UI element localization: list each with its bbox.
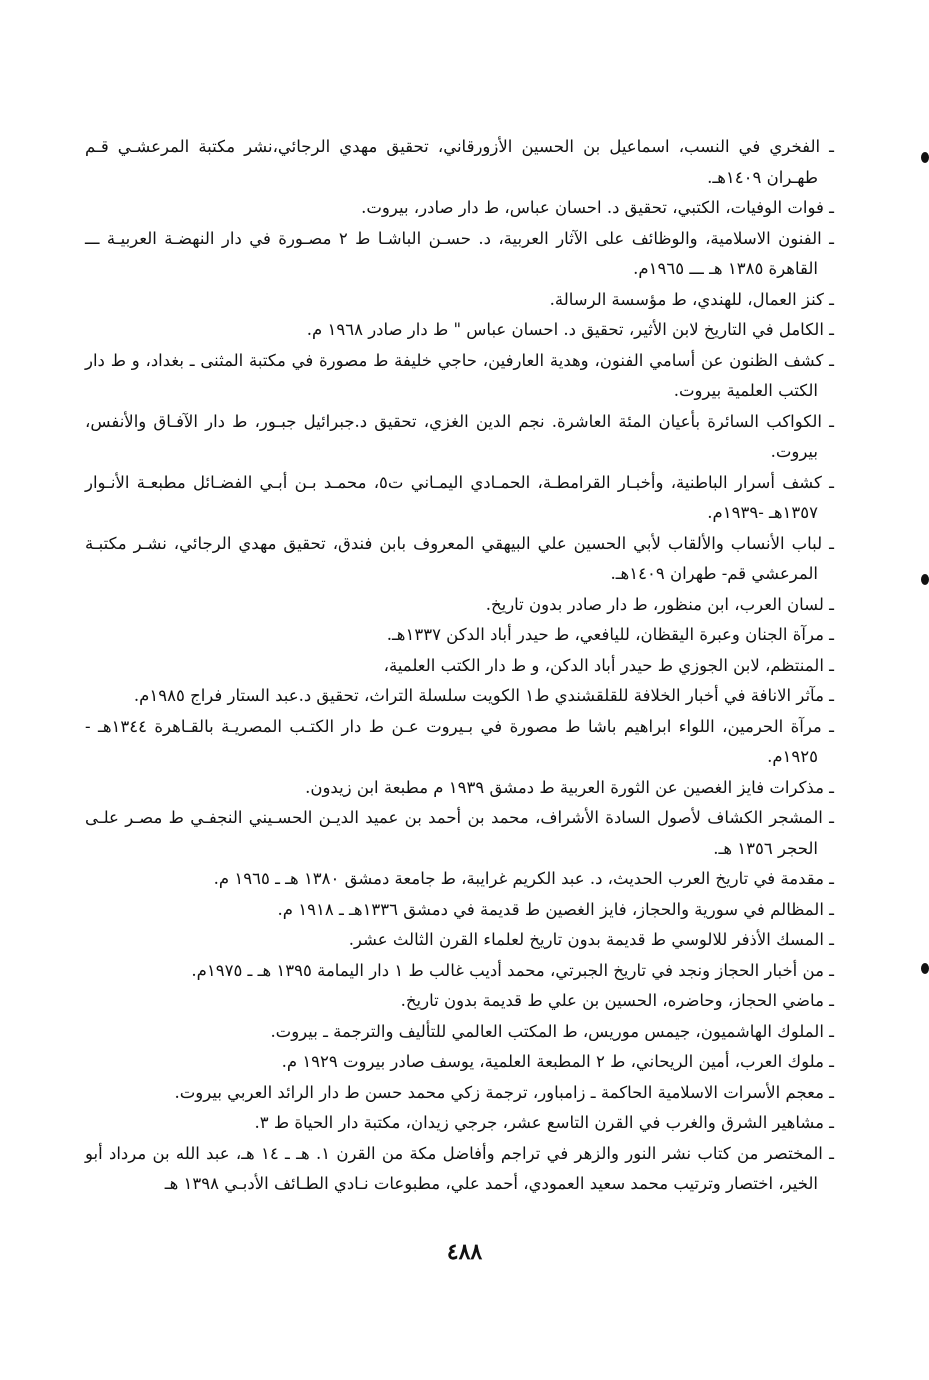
margin-mark bbox=[921, 152, 929, 163]
bibliography-entry: ـ لسان العرب، ابن منظور، ط دار صادر بدون تاريخ. bbox=[485, 594, 834, 614]
bibliography-entry: ـ الملوك الهاشميون، جيمس موريس، ط المكتب العالمي للتأليف والترجمة ـ بيروت. bbox=[270, 1021, 834, 1041]
bibliography-entry: ـ مشاهير الشرق والغرب في القرن التاسع عشر، جرجي زيدان، مكتبة دار الحياة ط ٣. bbox=[254, 1113, 834, 1132]
bibliography-entry: ـ الكامل في التاريخ لابن الأثير، تحقيق د. احسان عباس " ط دار صادر ١٩٦٨ م. bbox=[306, 320, 834, 339]
margin-mark bbox=[921, 963, 929, 974]
bibliography-entry: ـ فوات الوفيات، الكتبي، تحقيق د. احسان عباس، ط دار صادر، بيروت. bbox=[361, 198, 834, 217]
bibliography-entry: ـ المنتظم، لابن الجوزي ط حيدر أباد الدكن، و ط دار الكتب العلمية، bbox=[383, 655, 834, 675]
bibliography-entry: ـ ماضي الحجاز، وحاضره، الحسين بن علي ط قديمة بدون تاريخ. bbox=[400, 991, 834, 1010]
bibliography-entry: ـ الفنون الاسلامية، والوظائف على الآثار العربية، د. حسـن الباشـا ط ٢ مصـورة في دار النهضـة العربيـة ـــ القاهرة ١٣٨٥ هـ ـــ ١٩٦٥م. bbox=[85, 228, 834, 278]
bibliography-entry: ـ مرآة الجنان وعبرة اليقظان، لليافعي، ط حيدر أباد الدكن ١٣٣٧هـ. bbox=[386, 625, 834, 644]
bibliography-entry: ـ المختصر من كتاب نشر النور والزهر في تراجم وأفاضل مكة من القرن ١. هـ ـ ١٤ هـ، عبد الله بن مرداد أبو الخير، اختصار وترتيب محمد سعيد العمودي، أحمد علي، مطبوعات نـادي الطـائف الأدبـي ١٣٩٨ هـ bbox=[85, 1143, 834, 1193]
bibliography-entry: ـ مقدمة في تاريخ العرب الحديث، د. عبد الكريم غرايبة، ط جامعة دمشق ١٣٨٠ هـ ـ ١٩٦٥ م. bbox=[213, 869, 834, 888]
bibliography-entry: ـ كشف أسرار الباطنية، وأخبـار القرامطـة، الحمـادي اليمـاني ت٥، محمـد بـن أبـي الفضـائل مطبعـة الأنـوار ١٣٥٧هـ -١٩٣٩م. bbox=[85, 472, 834, 522]
bibliography-entry: ـ مآثر الانافة في أخبار الخلافة للقلقشندي ط١ الكويت سلسلة التراث، تحقيق د.عبد الستار فراج ١٩٨٥م. bbox=[133, 686, 834, 705]
bibliography-entry: ـ معجم الأسرات الاسلامية الحاكمة ـ زامباور، ترجمة زكي محمد حسن ط دار الرائد العربي بيروت. bbox=[174, 1082, 834, 1102]
bibliography-entry: ـ المشجر الكشاف لأصول السادة الأشراف، محمد بن أحمد بن عميد الديـن الحسـيني النجفـي ط مصـر علـى الحجر ١٣٥٦ هـ. bbox=[85, 808, 834, 858]
bibliography-list bbox=[85, 132, 834, 1200]
bibliography-entry: ـ كشف الظنون عن أسامي الفنون، وهدية العارفين، حاجي خليفة ط مصورة في مكتبة المثنى ـ بغداد، و ط دار الكتب العلمية بيروت. bbox=[85, 350, 834, 400]
bibliography-entry: ـ المسك الأذفر للالوسي ط قديمة بدون تاريخ لعلماء القرن الثالث عشر. bbox=[348, 930, 834, 949]
bibliography-entry: ـ الفخري في النسب، اسماعيل بن الحسين الأزورقاني، تحقيق مهدي الرجائي،نشر مكتبة المرعشـي قـم طهـران ١٤٠٩هـ. bbox=[85, 137, 834, 187]
bibliography-entry: ـ المظالم في سورية والحجاز، فايز الغصين ط قديمة في دمشق ١٣٣٦هـ ـ ١٩١٨ م. bbox=[277, 899, 834, 919]
bibliography-entry: ـ مرآة الحرمين، اللواء ابراهيم باشا ط مصورة في بـيروت عـن ط دار الكتـب المصريـة بالقـاهرة ١٣٤٤هـ - ١٩٢٥م. bbox=[85, 716, 835, 766]
bibliography-entry: ـ الكواكب السائرة بأعيان المئة العاشرة. نجم الدين الغزي، تحقيق د.جبرائيل جبـور، ط دار الآفـاق والأنفس، بيروت. bbox=[85, 411, 834, 461]
bibliography-entry: ـ من أخبار الحجاز ونجد في تاريخ الجبرتي، محمد أديب غالب ط ١ دار اليمامة ١٣٩٥ هـ ـ ١٩٧٥م. bbox=[191, 960, 834, 980]
bibliography-entry: ـ كنز العمال، للهندي، ط مؤسسة الرسالة. bbox=[549, 289, 834, 309]
bibliography-entry: ـ لباب الأنساب والألقاب لأبي الحسين علي البيهقي المعروف بابن فندق، تحقيق مهدي الرجائي، نشـر مكتبـة المرعشي قم- طهران ١٤٠٩هـ. bbox=[85, 533, 834, 583]
margin-mark bbox=[921, 574, 929, 585]
bibliography-entry: ـ ملوك العرب، أمين الريحاني، ط ٢ المطبعة العلمية، يوسف صادر بيروت ١٩٢٩ م. bbox=[281, 1052, 834, 1071]
page-number: ٤٨٨ bbox=[446, 1239, 483, 1265]
bibliography-entry: ـ مذكرات فايز الغصين عن الثورة العربية ط دمشق ١٩٣٩ م مطبعة ابن زيدون. bbox=[305, 777, 834, 797]
